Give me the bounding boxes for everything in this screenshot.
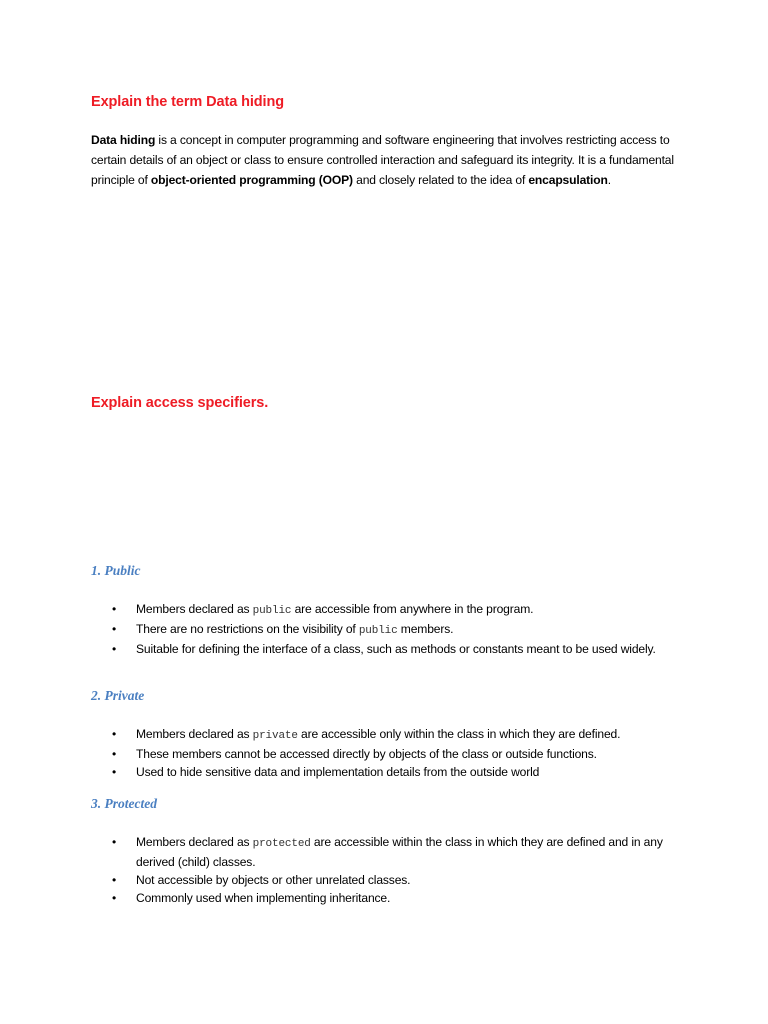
term-data-hiding: Data hiding (91, 133, 156, 147)
code-keyword: public (252, 605, 292, 617)
bullet-icon: • (112, 835, 117, 849)
private-bullet-list (112, 725, 682, 781)
subheading-private: 2. Private (91, 688, 145, 703)
code-keyword: private (252, 730, 298, 742)
list-item (112, 889, 682, 907)
item-text: Suitable for defining the interface of a class, such as methods or constants meant to be used widely. (136, 642, 656, 656)
item-text: are accessible within the class in which they are defined and in any derived (child) classes. (136, 835, 663, 869)
heading-data-hiding: Explain the term Data hiding (91, 94, 284, 110)
item-text: are accessible from anywhere in the program. (291, 602, 534, 616)
bullet-icon: • (112, 765, 117, 779)
item-text: are accessible only within the class in which they are defined. (297, 727, 621, 741)
data-hiding-paragraph (91, 130, 691, 190)
term-encapsulation: encapsulation (528, 173, 608, 187)
paragraph-text: and closely related to the idea of (352, 173, 529, 187)
heading-access-specifiers: Explain access specifiers. (91, 395, 269, 411)
subheading-protected: 3. Protected (91, 796, 157, 811)
code-keyword: public (358, 625, 398, 637)
bullet-icon: • (112, 727, 117, 741)
bullet-icon: • (112, 873, 117, 887)
list-item (112, 833, 682, 871)
item-text: Members declared as (136, 602, 253, 616)
list-item (112, 600, 682, 620)
list-item (112, 725, 682, 745)
bullet-icon: • (112, 747, 117, 761)
public-bullet-list (112, 600, 682, 658)
term-oop: object-oriented programming (OOP) (150, 173, 353, 187)
item-text: Used to hide sensitive data and implementation details from the outside world (136, 765, 540, 779)
list-item (112, 763, 682, 781)
bullet-icon: • (112, 622, 117, 636)
paragraph-text: is a concept in computer programming and software engineering that involves restricting access to certain details of an object or class to ensure controlled interaction and safeguard its integrity. It is a fundamental principle of (91, 133, 674, 187)
bullet-icon: • (112, 642, 117, 656)
paragraph-period: . (607, 173, 611, 187)
bullet-icon: • (112, 602, 117, 616)
list-item (112, 871, 682, 889)
subheading-public: 1. Public (91, 563, 141, 578)
list-item (112, 745, 682, 763)
item-text: Not accessible by objects or other unrelated classes. (136, 873, 411, 887)
item-text: Commonly used when implementing inheritance. (136, 891, 391, 905)
item-text: Members declared as (136, 835, 253, 849)
list-item (112, 620, 682, 640)
code-keyword: protected (252, 838, 311, 850)
bullet-icon: • (112, 891, 117, 905)
item-text: These members cannot be accessed directly by objects of the class or outside functions. (136, 747, 597, 761)
item-text: There are no restrictions on the visibility of (136, 622, 359, 636)
protected-bullet-list (112, 833, 682, 907)
item-text: Members declared as (136, 727, 253, 741)
list-item (112, 640, 682, 658)
item-text: members. (397, 622, 454, 636)
